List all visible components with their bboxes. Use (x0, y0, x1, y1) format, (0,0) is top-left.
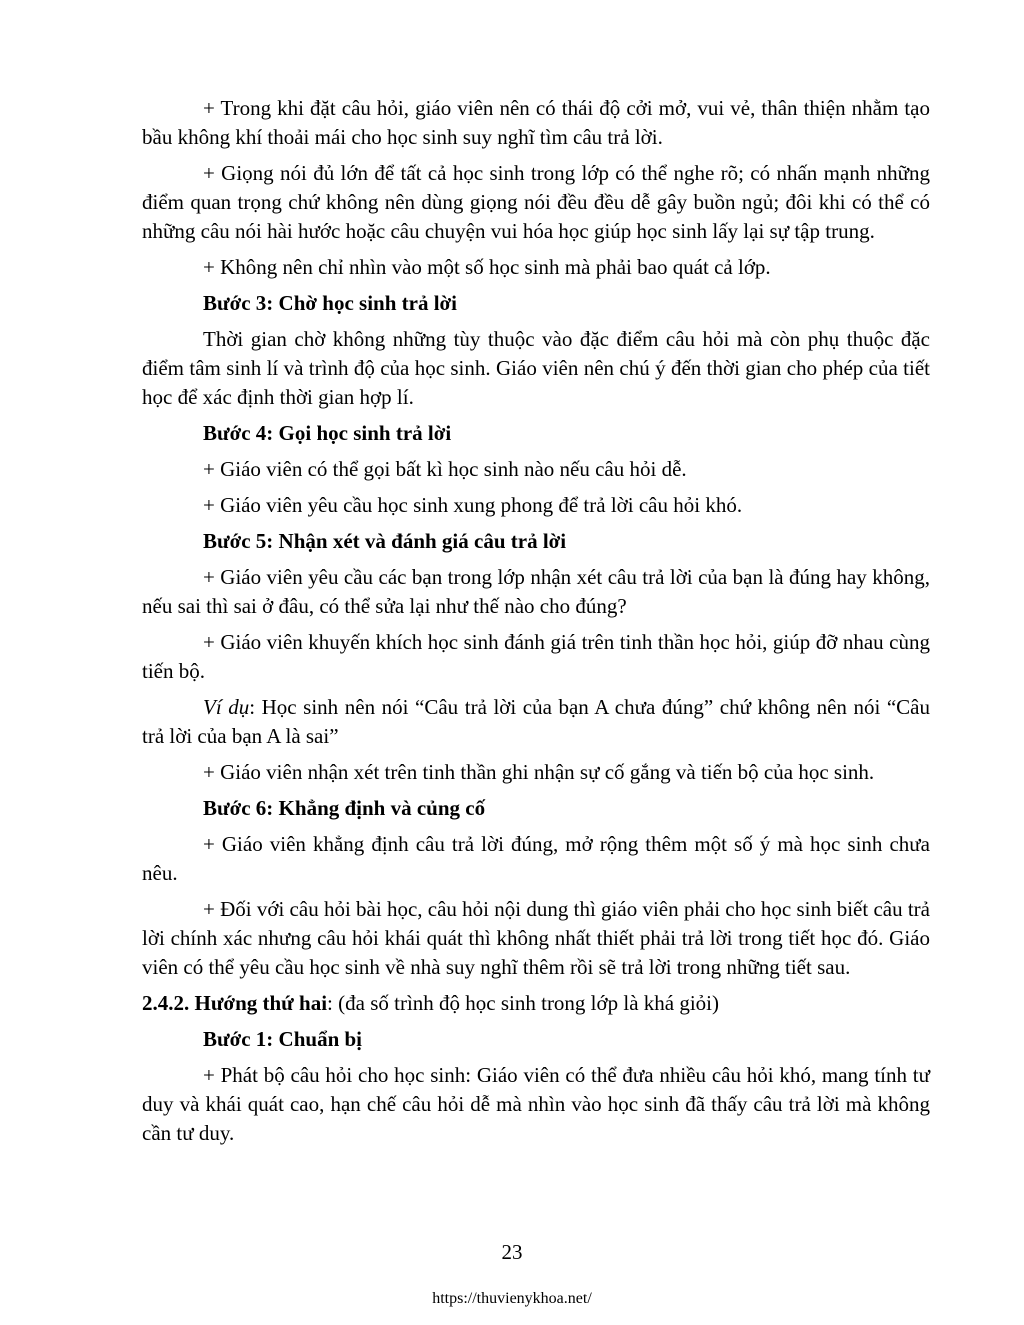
step1-heading: Bước 1: Chuẩn bị (203, 1027, 363, 1051)
step5-item: + Giáo viên yêu cầu các bạn trong lớp nhận xét câu trả lời của bạn là đúng hay không, nếu sai thì sai ở đâu, có thể sửa lại như thế nào cho đúng? (142, 565, 930, 618)
step6-heading: Bước 6: Khẳng định và củng cố (203, 796, 486, 820)
step5-item: + Giáo viên nhận xét trên tinh thần ghi nhận sự cố gắng và tiến bộ của học sinh. (203, 760, 875, 784)
paragraph-voice: + Giọng nói đủ lớn để tất cả học sinh trong lớp có thể nghe rõ; có nhấn mạnh những điểm quan trọng chứ không nên dùng giọng nói đều đều dễ gây buồn ngủ; đôi khi có thể có những câu nói hài hước hoặc câu chuyện vui hóa học giúp học sinh lấy lại sự tập trung. (142, 161, 930, 243)
step4-heading: Bước 4: Gọi học sinh trả lời (203, 421, 452, 445)
section-heading-rest: : (đa số trình độ học sinh trong lớp là khá giỏi) (327, 991, 720, 1015)
step4-item: + Giáo viên có thể gọi bất kì học sinh nào nếu câu hỏi dễ. (203, 457, 687, 481)
step4-item: + Giáo viên yêu cầu học sinh xung phong để trả lời câu hỏi khó. (203, 493, 743, 517)
step3-text: Thời gian chờ không những tùy thuộc vào đặc điểm câu hỏi mà còn phụ thuộc đặc điểm tâm sinh lí và trình độ của học sinh. Giáo viên nên chú ý đến thời gian cho phép của tiết học để xác định thời gian hợp lí. (142, 327, 930, 409)
step6-item: + Đối với câu hỏi bài học, câu hỏi nội dung thì giáo viên phải cho học sinh biết câu trả lời chính xác nhưng câu hỏi khái quát thì không nhất thiết phải trả lời trong tiết học đó. Giáo viên có thể yêu cầu học sinh về nhà suy nghĩ thêm rồi sẽ trả lời trong những tiết sau. (142, 897, 930, 979)
step5-item: + Giáo viên khuyến khích học sinh đánh giá trên tinh thần học hỏi, giúp đỡ nhau cùng tiến bộ. (142, 630, 930, 683)
footer-url[interactable]: https://thuvienykhoa.net/ (432, 1290, 592, 1307)
step5-example (142, 693, 930, 751)
step5-heading: Bước 5: Nhận xét và đánh giá câu trả lời (203, 529, 567, 553)
page-body (142, 94, 930, 1155)
section-heading-bold: 2.4.2. Hướng thứ hai (142, 991, 328, 1015)
page-number: 23 (501, 1240, 523, 1264)
step6-item: + Giáo viên khẳng định câu trả lời đúng, mở rộng thêm một số ý mà học sinh chưa nêu. (142, 832, 930, 885)
step3-heading: Bước 3: Chờ học sinh trả lời (203, 291, 457, 315)
step1-text: + Phát bộ câu hỏi cho học sinh: Giáo viên có thể đưa nhiều câu hỏi khó, mang tính tư duy và khái quát cao, hạn chế câu hỏi dễ mà nhìn vào học sinh đã thấy câu trả lời mà không cần tư duy. (142, 1063, 930, 1145)
paragraph-observe: + Không nên chỉ nhìn vào một số học sinh mà phải bao quát cả lớp. (203, 255, 771, 279)
example-text: : Học sinh nên nói “Câu trả lời của bạn A chưa đúng” chứ không nên nói “Câu trả lời của bạn A là sai” (142, 695, 930, 748)
paragraph-attitude: + Trong khi đặt câu hỏi, giáo viên nên có thái độ cởi mở, vui vẻ, thân thiện nhằm tạo bầu không khí thoải mái cho học sinh suy nghĩ tìm câu trả lời. (142, 96, 930, 149)
section-heading-2-4-2 (142, 989, 930, 1018)
example-label: Ví dụ (203, 695, 250, 719)
